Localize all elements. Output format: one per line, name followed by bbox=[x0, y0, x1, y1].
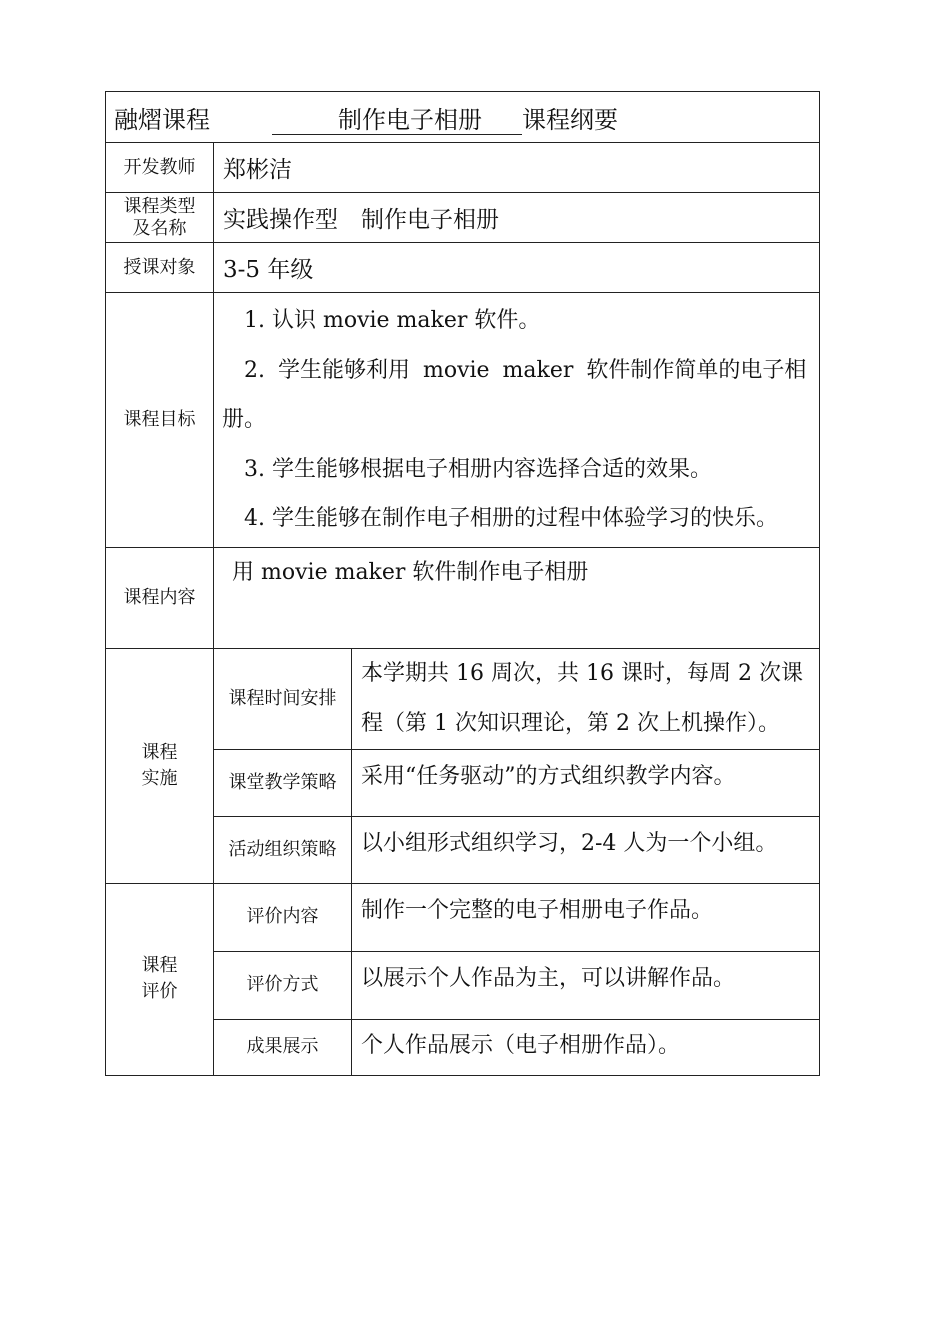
goal-item: 册。 bbox=[222, 407, 267, 432]
schedule-line1: 本学期共 16 周次，共 16 课时，每周 2 次课 bbox=[361, 660, 803, 686]
course-type-label bbox=[106, 193, 214, 243]
title-row bbox=[106, 92, 820, 143]
content-row bbox=[106, 547, 820, 648]
implementation-sub-value: 以小组形式组织学习，2-4 人为一个小组。 bbox=[352, 816, 820, 883]
evaluation-sub-value: 个人作品展示（电子相册作品）。 bbox=[352, 1019, 820, 1075]
goal-item: 4. 学生能够在制作电子相册的过程中体验学习的快乐。 bbox=[244, 506, 778, 531]
evaluation-sub-label: 评价方式 bbox=[214, 951, 352, 1019]
goals-list bbox=[214, 293, 820, 548]
evaluation-sub-label: 评价内容 bbox=[214, 883, 352, 951]
evaluation-label-line2: 评价 bbox=[141, 981, 178, 1002]
title-cell bbox=[106, 92, 820, 143]
implementation-sub-value: 采用“任务驱动”的方式组织教学内容。 bbox=[352, 749, 820, 816]
teacher-value: 郑彬洁 bbox=[214, 143, 820, 193]
evaluation-row bbox=[106, 951, 820, 1019]
evaluation-label bbox=[106, 883, 214, 1075]
implementation-label bbox=[106, 648, 214, 883]
goals-row bbox=[106, 293, 820, 548]
implementation-label-line1: 课程 bbox=[141, 741, 178, 763]
course-type-row bbox=[106, 193, 820, 243]
teacher-label: 开发教师 bbox=[106, 143, 214, 193]
course-type-label-line1: 课程类型 bbox=[123, 195, 196, 217]
audience-value: 3-5 年级 bbox=[214, 243, 820, 293]
course-type-text: 融熠课程 bbox=[114, 105, 210, 134]
evaluation-sub-value: 制作一个完整的电子相册电子作品。 bbox=[352, 883, 820, 951]
implementation-label-line2: 实施 bbox=[141, 767, 178, 789]
evaluation-row bbox=[106, 883, 820, 951]
syllabus-table bbox=[105, 91, 820, 1076]
evaluation-sub-value: 以展示个人作品为主，可以讲解作品。 bbox=[352, 951, 820, 1019]
title-suffix-text: 课程纲要 bbox=[522, 105, 618, 134]
implementation-sub-value bbox=[352, 648, 820, 749]
implementation-row bbox=[106, 749, 820, 816]
course-type-value: 实践操作型 制作电子相册 bbox=[214, 193, 820, 243]
schedule-line2: 程（第 1 次知识理论，第 2 次上机操作）。 bbox=[361, 710, 780, 736]
implementation-sub-label: 课堂教学策略 bbox=[214, 749, 352, 816]
implementation-sub-label: 课程时间安排 bbox=[214, 648, 352, 749]
teacher-row bbox=[106, 143, 820, 193]
goal-item: 3. 学生能够根据电子相册内容选择合适的效果。 bbox=[244, 456, 712, 482]
evaluation-label-line1: 课程 bbox=[141, 955, 178, 976]
evaluation-sub-label: 成果展示 bbox=[214, 1019, 352, 1075]
implementation-row bbox=[106, 816, 820, 883]
goal-item: 2. 学生能够利用 movie maker 软件制作简单的电子相 bbox=[244, 357, 807, 383]
course-type-label-line2: 及名称 bbox=[132, 217, 187, 239]
goal-item: 1. 认识 movie maker 软件。 bbox=[244, 308, 541, 333]
audience-label: 授课对象 bbox=[106, 243, 214, 293]
content-value: 用 movie maker 软件制作电子相册 bbox=[214, 547, 820, 648]
implementation-row bbox=[106, 648, 820, 749]
audience-row bbox=[106, 243, 820, 293]
course-name-text: 制作电子相册 bbox=[272, 106, 522, 135]
evaluation-row bbox=[106, 1019, 820, 1075]
implementation-sub-label: 活动组织策略 bbox=[214, 816, 352, 883]
goals-label: 课程目标 bbox=[106, 293, 214, 548]
content-label: 课程内容 bbox=[106, 547, 214, 648]
